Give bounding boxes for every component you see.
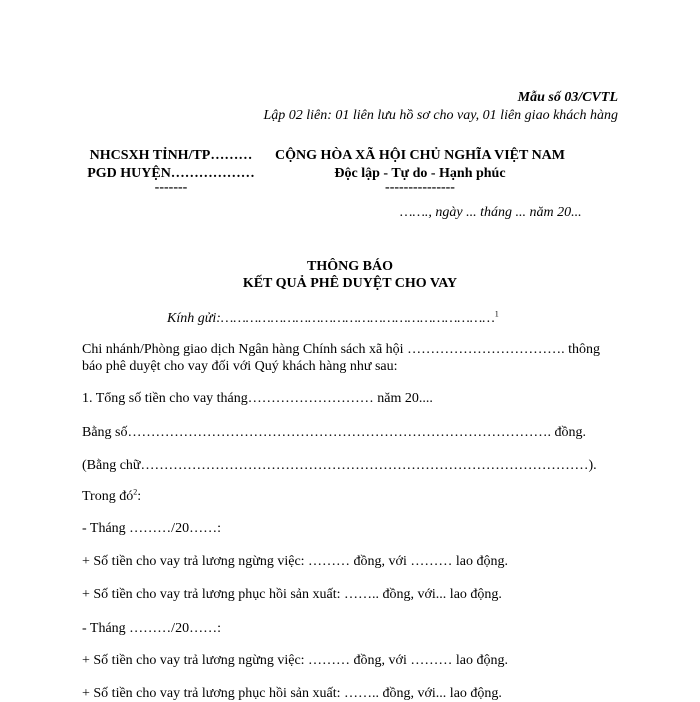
- recipient-label: Kính gửi:…………………………………………………………: [167, 311, 495, 326]
- month-b-line: - Tháng ………/20……:: [82, 621, 221, 636]
- national-title: CỘNG HÒA XÃ HỘI CHỦ NGHĨA VIỆT NAM: [274, 148, 565, 163]
- including-colon: :: [137, 489, 142, 504]
- footnote-marker-1: 1: [494, 309, 499, 319]
- form-number: Mẫu số 03/CVTL: [517, 90, 618, 105]
- document-title: THÔNG BÁO: [307, 259, 393, 274]
- date-line: ……., ngày ... tháng ... năm 20...: [400, 205, 582, 220]
- left-divider: -------: [154, 180, 188, 195]
- month-b-recovery-wage: + Số tiền cho vay trả lương phục hồi sản xuất: …….. đồng, với... lao động.: [82, 686, 502, 701]
- transaction-office-line: PGD HUYỆN………………: [87, 166, 255, 181]
- including-line: [82, 489, 141, 505]
- amount-in-words: (Bằng chữ……………………………………………………………………………………).: [82, 458, 597, 473]
- document-subtitle: KẾT QUẢ PHÊ DUYỆT CHO VAY: [242, 276, 458, 291]
- month-a-line: - Tháng ………/20……:: [82, 521, 221, 536]
- month-a-recovery-wage: + Số tiền cho vay trả lương phục hồi sản xuất: …….. đồng, với... lao động.: [82, 587, 502, 602]
- recipient-line: [167, 311, 499, 327]
- intro-line-2: báo phê duyệt cho vay đối với Quý khách hàng như sau:: [82, 359, 398, 374]
- month-b-stoppage-wage: + Số tiền cho vay trả lương ngừng việc: ……… đồng, với ……… lao động.: [82, 653, 508, 668]
- national-motto: Độc lập - Tự do - Hạnh phúc: [334, 166, 506, 181]
- month-a-stoppage-wage: + Số tiền cho vay trả lương ngừng việc: ……… đồng, với ……… lao động.: [82, 554, 508, 569]
- intro-line-1: Chi nhánh/Phòng giao dịch Ngân hàng Chính sách xã hội ……………………………. thông: [82, 342, 600, 357]
- bank-branch-line: NHCSXH TỈNH/TP………: [89, 148, 253, 163]
- right-divider: ---------------: [385, 180, 455, 195]
- copies-note: Lập 02 liên: 01 liên lưu hồ sơ cho vay, 01 liên giao khách hàng: [263, 108, 618, 123]
- footnote-marker-2: 2: [133, 487, 138, 497]
- including-label: Trong đó: [82, 489, 134, 504]
- amount-in-numbers: Bằng số………………………………………………………………………………. đồng.: [82, 425, 586, 440]
- total-loan-line: 1. Tổng số tiền cho vay tháng……………………… năm 20....: [82, 391, 433, 406]
